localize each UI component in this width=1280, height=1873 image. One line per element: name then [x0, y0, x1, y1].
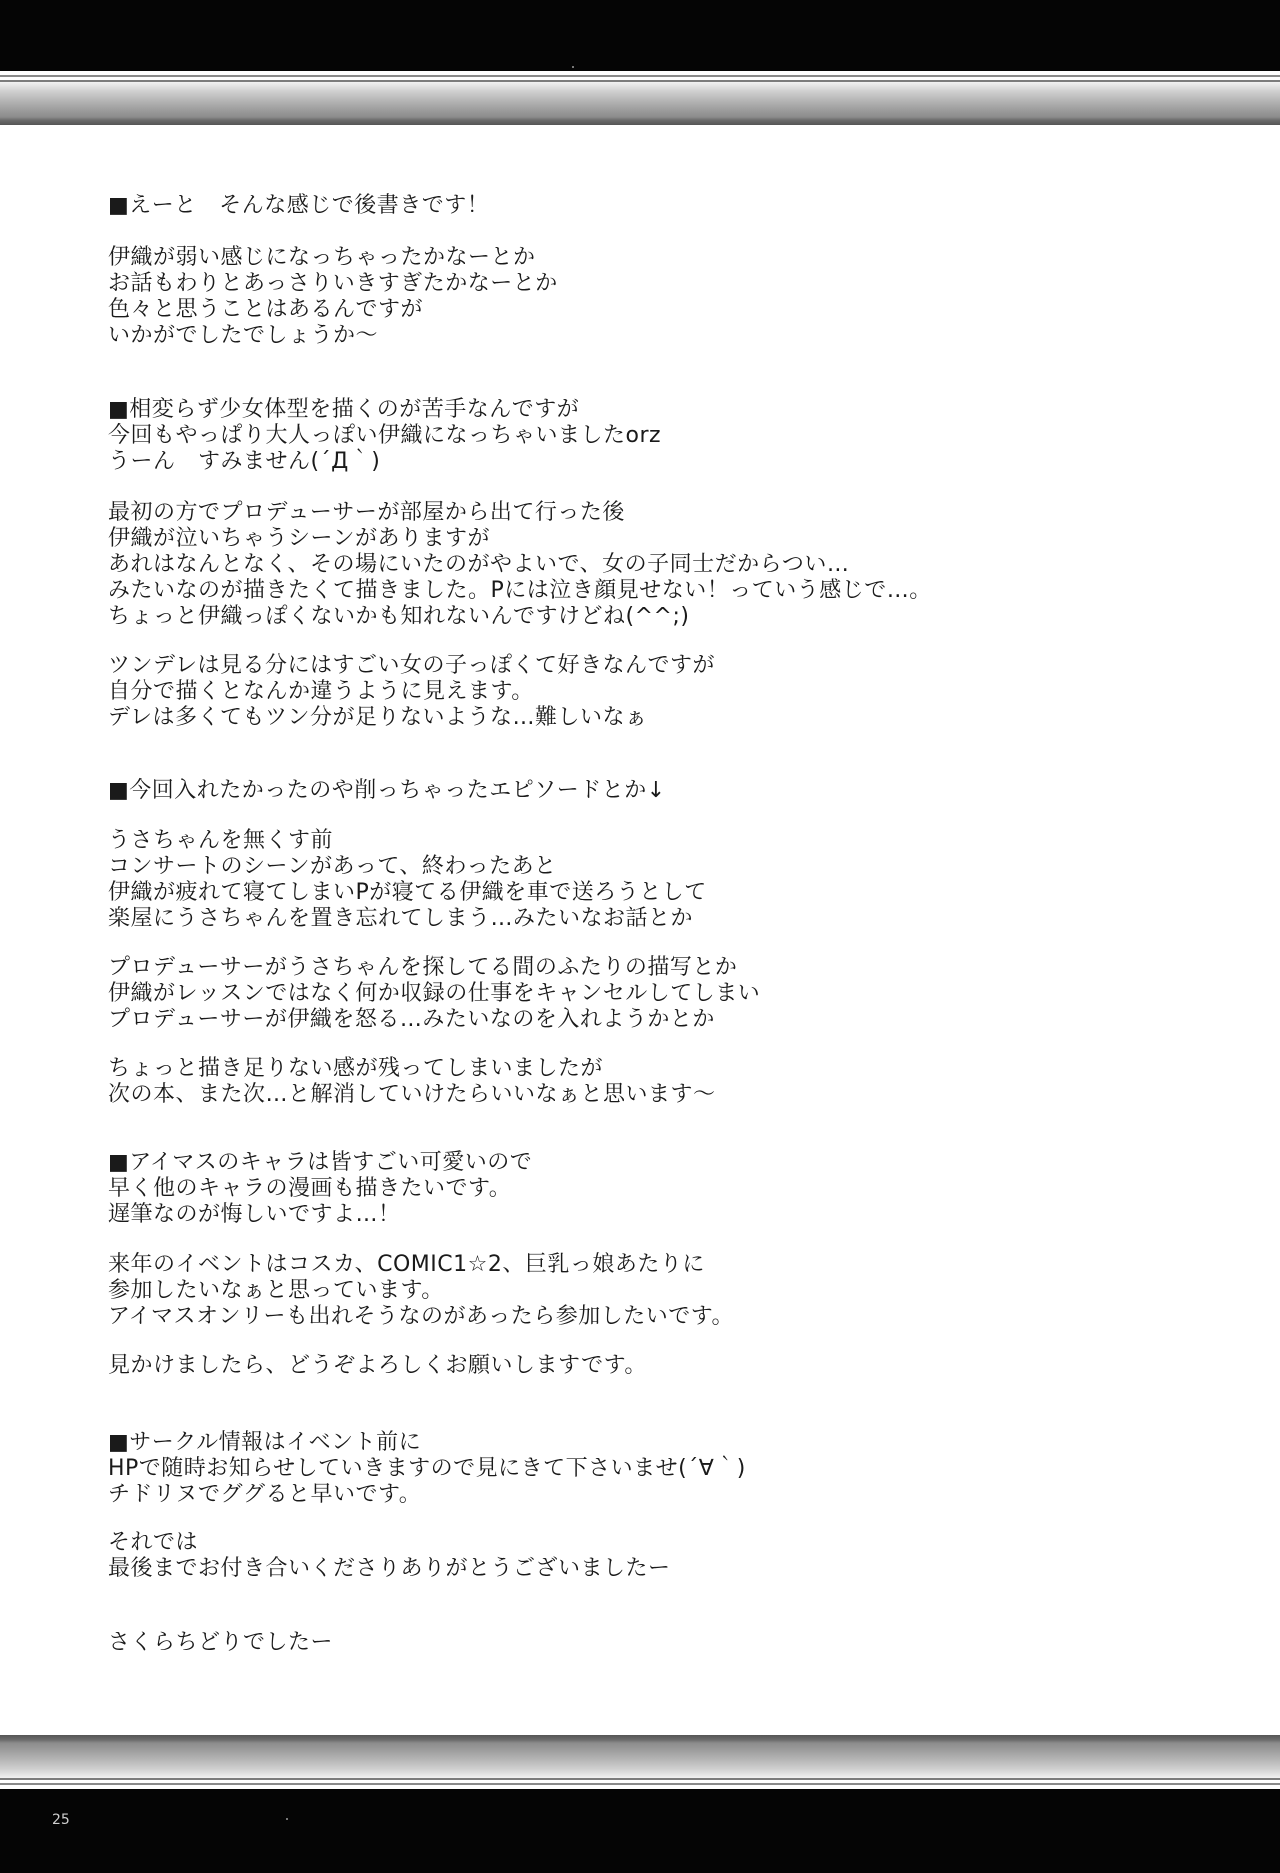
- section-heading: ■えーと そんな感じで後書きです！: [108, 193, 490, 218]
- section-heading: ■相変らず少女体型を描くのが苦手なんですが: [108, 397, 580, 422]
- text-line: 遅筆なのが悔しいですよ…！: [108, 1202, 401, 1227]
- text-line: アイマスオンリーも出れそうなのがあったら参加したいです。: [108, 1304, 735, 1329]
- text-line: あれはなんとなく、その場にいたのがやよいで、女の子同士だからつい…: [108, 552, 850, 577]
- section-heading: ■アイマスのキャラは皆すごい可愛いので: [108, 1150, 533, 1175]
- text-line: うーん すみません(´Д｀): [108, 449, 381, 474]
- text-line: 色々と思うことはあるんですが: [108, 297, 424, 322]
- text-line: 楽屋にうさちゃんを置き忘れてしまう…みたいなお話とか: [108, 906, 694, 931]
- text-line: 参加したいなぁと思っています。: [108, 1278, 444, 1303]
- text-line: プロデューサーが伊織を怒る…みたいなのを入れようかとか: [108, 1007, 715, 1032]
- text-line: プロデューサーがうさちゃんを探してる間のふたりの描写とか: [108, 955, 738, 980]
- text-line: みたいなのが描きたくて描きました。Pには泣き顔見せない！っていう感じで…。: [108, 578, 932, 603]
- text-line: お話もわりとあっさりいきすぎたかなーとか: [108, 271, 558, 296]
- signature-line: さくらちどりでしたー: [108, 1630, 334, 1655]
- text-line: ツンデレは見る分にはすごい女の子っぽくて好きなんですが: [108, 653, 716, 678]
- text-line: 早く他のキャラの漫画も描きたいです。: [108, 1176, 512, 1201]
- text-line: 見かけましたら、どうぞよろしくお願いしますです。: [108, 1353, 647, 1378]
- text-line: 今回もやっぱり大人っぽい伊織になっちゃいましたorz: [108, 423, 662, 448]
- text-line: 最初の方でプロデューサーが部屋から出て行った後: [108, 500, 625, 525]
- text-line: いかがでしたでしょうか～: [108, 323, 379, 348]
- text-line: 来年のイベントはコスカ、COMIC1☆2、巨乳っ娘あたりに: [108, 1252, 705, 1277]
- page-number: 25: [52, 1812, 70, 1828]
- text-line: 最後までお付き合いくださりありがとうございましたー: [108, 1556, 671, 1581]
- text-line: 自分で描くとなんか違うように見えます。: [108, 679, 534, 704]
- text-line: 伊織が弱い感じになっちゃったかなーとか: [108, 245, 536, 270]
- text-line: うさちゃんを無くす前: [108, 828, 334, 853]
- section-heading: ■サークル情報はイベント前に: [108, 1430, 422, 1455]
- text-line: デレは多くてもツン分が足りないような…難しいなぁ: [108, 705, 648, 730]
- text-line: 伊織が疲れて寝てしまいPが寝てる伊織を車で送ろうとして: [108, 880, 707, 905]
- text-line: コンサートのシーンがあって、終わったあと: [108, 854, 557, 879]
- text-line: 伊織がレッスンではなく何か収録の仕事をキャンセルしてしまい: [108, 981, 761, 1006]
- text-line: ちょっと伊織っぽくないかも知れないんですけどね(^^;): [108, 604, 690, 629]
- section-heading: ■今回入れたかったのや削っちゃったエピソードとか↓: [108, 778, 666, 803]
- text-line: 次の本、また次…と解消していけたらいいなぁと思います～: [108, 1082, 716, 1107]
- text-line: それでは: [108, 1530, 199, 1555]
- text-line: HPで随時お知らせしていきますので見にきて下さいませ(´∀｀): [108, 1456, 746, 1481]
- text-line: チドリヌでググると早いです。: [108, 1482, 422, 1507]
- text-line: ちょっと描き足りない感が残ってしまいましたが: [108, 1056, 604, 1081]
- text-line: 伊織が泣いちゃうシーンがありますが: [108, 526, 491, 551]
